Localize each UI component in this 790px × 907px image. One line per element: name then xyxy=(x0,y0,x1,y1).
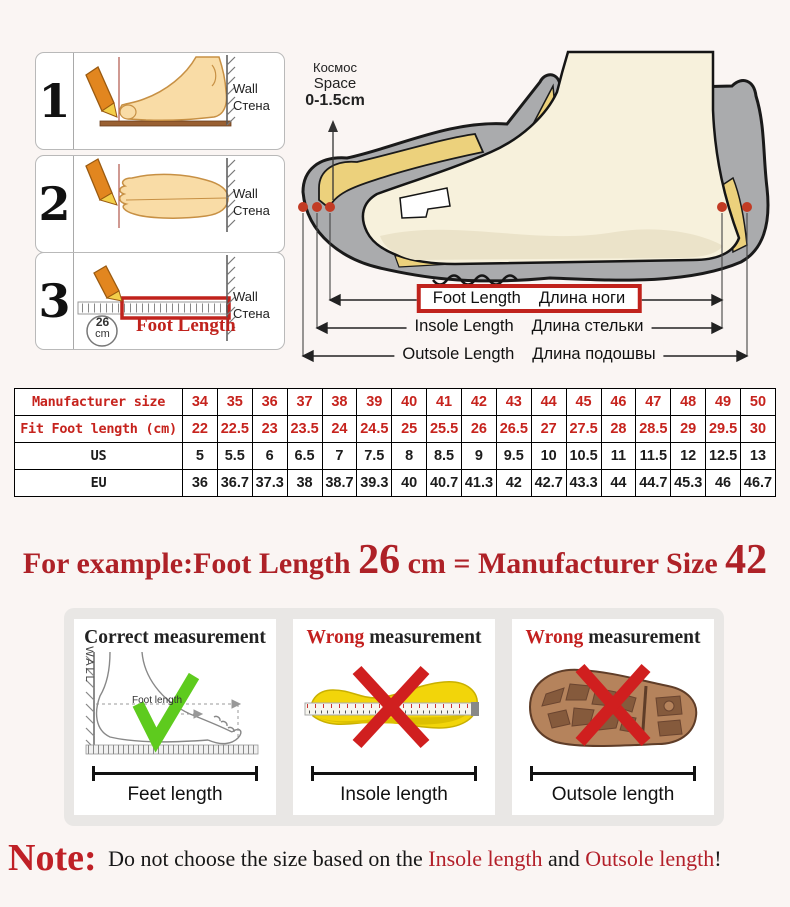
step-3-panel xyxy=(35,252,285,350)
size-cell: 5 xyxy=(183,443,218,470)
size-table-row xyxy=(15,416,776,443)
size-cell: 11 xyxy=(601,443,636,470)
insole-illustration xyxy=(299,651,489,763)
foot-length-value-badge: 26 cm xyxy=(95,315,110,340)
boot-cross-section-diagram xyxy=(295,40,790,370)
wall-label: Wall Стена xyxy=(233,186,270,218)
size-cell: 28.5 xyxy=(636,416,671,443)
size-cell: 37.3 xyxy=(252,470,287,497)
size-cell: 22.5 xyxy=(217,416,252,443)
size-cell: 48 xyxy=(671,389,706,416)
step-number: 3 xyxy=(36,253,74,349)
step-number: 2 xyxy=(36,156,74,252)
size-cell: 34 xyxy=(183,389,218,416)
wall-label: Wall Стена xyxy=(233,289,270,321)
size-row-label: Fit Foot length (cm) xyxy=(15,416,183,443)
panel-title: Wrong measurement xyxy=(306,627,482,648)
size-cell: 39 xyxy=(357,389,392,416)
size-cell: 44 xyxy=(601,470,636,497)
size-cell: 6 xyxy=(252,443,287,470)
size-cell: 23.5 xyxy=(287,416,322,443)
ruler xyxy=(86,745,258,754)
size-cell: 36 xyxy=(252,389,287,416)
size-cell: 6.5 xyxy=(287,443,322,470)
size-table-body xyxy=(15,389,776,497)
wall-label: Wall Стена xyxy=(233,81,270,113)
size-cell: 41.3 xyxy=(462,470,497,497)
size-table-row xyxy=(15,470,776,497)
size-cell: 24 xyxy=(322,416,357,443)
size-cell: 46 xyxy=(706,470,741,497)
panel-caption: Outsole length xyxy=(551,784,675,805)
note-label: Note: xyxy=(8,837,97,879)
size-cell: 9 xyxy=(462,443,497,470)
check-icon xyxy=(138,676,194,740)
step-2-panel xyxy=(35,155,285,253)
size-cell: 12 xyxy=(671,443,706,470)
length-bracket xyxy=(530,766,696,781)
panel-title: Wrong measurement xyxy=(525,627,701,648)
correct-measurement-panel xyxy=(74,619,276,815)
toe-space-value: 0-1.5cm xyxy=(305,92,365,109)
example-size: 42 xyxy=(725,537,768,583)
panel-caption: Feet length xyxy=(127,784,223,805)
wrong-insole-panel xyxy=(293,619,495,815)
size-cell: 10 xyxy=(531,443,566,470)
length-bracket xyxy=(92,766,258,781)
size-table xyxy=(14,388,776,497)
size-table-row xyxy=(15,389,776,416)
size-cell: 40 xyxy=(392,470,427,497)
wrong-outsole-panel xyxy=(512,619,714,815)
size-cell: 36.7 xyxy=(217,470,252,497)
toe-space-label: Космос Space 0-1.5cm xyxy=(295,60,375,110)
pencil-icon xyxy=(86,67,117,117)
size-cell: 38 xyxy=(322,389,357,416)
size-cell: 30 xyxy=(741,416,776,443)
measurement-panels xyxy=(64,608,724,826)
size-cell: 25.5 xyxy=(427,416,462,443)
size-cell: 9.5 xyxy=(496,443,531,470)
size-cell: 46 xyxy=(601,389,636,416)
wall-vertical-label: WALL xyxy=(82,646,95,684)
size-cell: 26.5 xyxy=(496,416,531,443)
size-row-label: US xyxy=(15,443,183,470)
size-cell: 28 xyxy=(601,416,636,443)
size-row-label: EU xyxy=(15,470,183,497)
size-cell: 43 xyxy=(496,389,531,416)
size-cell: 10.5 xyxy=(566,443,601,470)
size-cell: 44.7 xyxy=(636,470,671,497)
pencil-icon xyxy=(86,159,117,205)
size-cell: 41 xyxy=(427,389,462,416)
correct-measurement-illustration xyxy=(80,651,270,763)
size-cell: 42.7 xyxy=(531,470,566,497)
size-cell: 13 xyxy=(741,443,776,470)
outsole-length-dimension-label: Outsole Length Длина подошвы xyxy=(394,344,663,365)
insole-length-dimension-label: Insole Length Длина стельки xyxy=(407,316,652,337)
size-cell: 38.7 xyxy=(322,470,357,497)
size-cell: 7.5 xyxy=(357,443,392,470)
example-line: For example:Foot Length 26 cm = Manufacturer Size 42 xyxy=(22,537,768,583)
size-cell: 26 xyxy=(462,416,497,443)
size-cell: 8 xyxy=(392,443,427,470)
size-cell: 12.5 xyxy=(706,443,741,470)
floor-board xyxy=(100,121,231,126)
outsole-illustration xyxy=(518,651,708,763)
size-cell: 43.3 xyxy=(566,470,601,497)
pencil-icon xyxy=(94,266,122,301)
note-outsole-highlight: Outsole length xyxy=(585,846,715,871)
size-cell: 40.7 xyxy=(427,470,462,497)
size-cell: 29.5 xyxy=(706,416,741,443)
size-cell: 39.3 xyxy=(357,470,392,497)
size-cell: 8.5 xyxy=(427,443,462,470)
size-cell: 45.3 xyxy=(671,470,706,497)
size-cell: 38 xyxy=(287,470,322,497)
size-cell: 50 xyxy=(741,389,776,416)
size-cell: 7 xyxy=(322,443,357,470)
panel-caption: Insole length xyxy=(340,784,448,805)
note-line: Note: Do not choose the size based on the Insole length and Outsole length! xyxy=(8,837,722,879)
size-cell: 45 xyxy=(566,389,601,416)
size-cell: 47 xyxy=(636,389,671,416)
foot-top-illustration xyxy=(120,174,228,218)
size-cell: 23 xyxy=(252,416,287,443)
size-cell: 37 xyxy=(287,389,322,416)
size-cell: 27 xyxy=(531,416,566,443)
size-cell: 49 xyxy=(706,389,741,416)
size-cell: 44 xyxy=(531,389,566,416)
panel-title: Correct measurement xyxy=(84,627,266,648)
size-table-row xyxy=(15,443,776,470)
foot-length-inner-label: Foot length xyxy=(132,695,183,706)
size-cell: 46.7 xyxy=(741,470,776,497)
size-cell: 42 xyxy=(462,389,497,416)
size-cell: 42 xyxy=(496,470,531,497)
size-cell: 22 xyxy=(183,416,218,443)
size-cell: 5.5 xyxy=(217,443,252,470)
size-cell: 27.5 xyxy=(566,416,601,443)
note-insole-highlight: Insole length xyxy=(428,846,543,871)
size-cell: 36 xyxy=(183,470,218,497)
example-foot-length: 26 xyxy=(358,537,401,583)
size-cell: 35 xyxy=(217,389,252,416)
size-cell: 11.5 xyxy=(636,443,671,470)
size-cell: 40 xyxy=(392,389,427,416)
step-1-panel xyxy=(35,52,285,150)
foot-length-label: Foot Length xyxy=(136,315,236,336)
size-cell: 29 xyxy=(671,416,706,443)
big-toe xyxy=(120,105,136,119)
size-row-label: Manufacturer size xyxy=(15,389,183,416)
size-cell: 25 xyxy=(392,416,427,443)
length-bracket xyxy=(311,766,477,781)
size-cell: 24.5 xyxy=(357,416,392,443)
foot-length-dimension-label: Foot Length Длина ноги xyxy=(417,284,642,313)
step-number: 1 xyxy=(36,53,74,149)
